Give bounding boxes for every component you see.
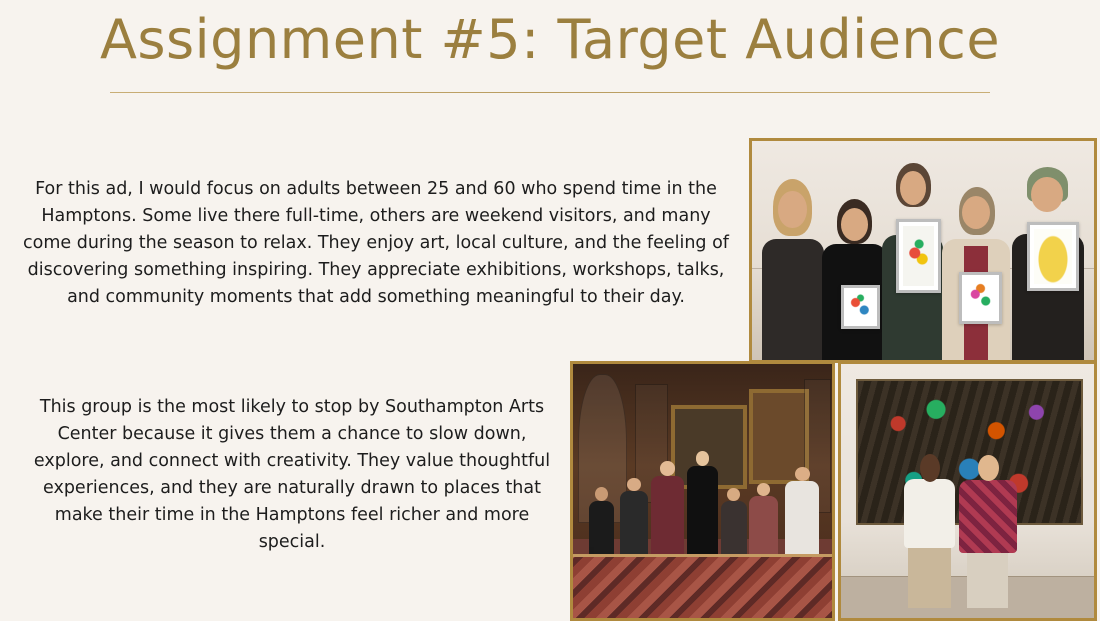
photo-couple-in-front-of-artwork [838,361,1097,621]
photo-group-with-artworks [749,138,1097,363]
page-title: Assignment #5: Target Audience [99,8,1001,71]
title-divider [110,92,990,93]
paragraph-motivation: This group is the most likely to stop by Southampton Arts Center because it gives them a chance to slow down, explore, and connect with creativity. They value thoughtful experiences, and they are naturally drawn to places that make their time in the Hamptons feel richer and more special. [33,397,551,552]
photo-gallery-visitors [570,361,835,621]
paragraph-target-audience: For this ad, I would focus on adults between 25 and 60 who spend time in the Hamptons. Some live there full-time, others are weekend visitors, and many come during the season to relax. They enjoy art, local culture, and the feeling of discovering something inspiring. They appreciate exhibitions, workshops, talks, and community moments that add something meaningful to their day. [23,179,729,307]
